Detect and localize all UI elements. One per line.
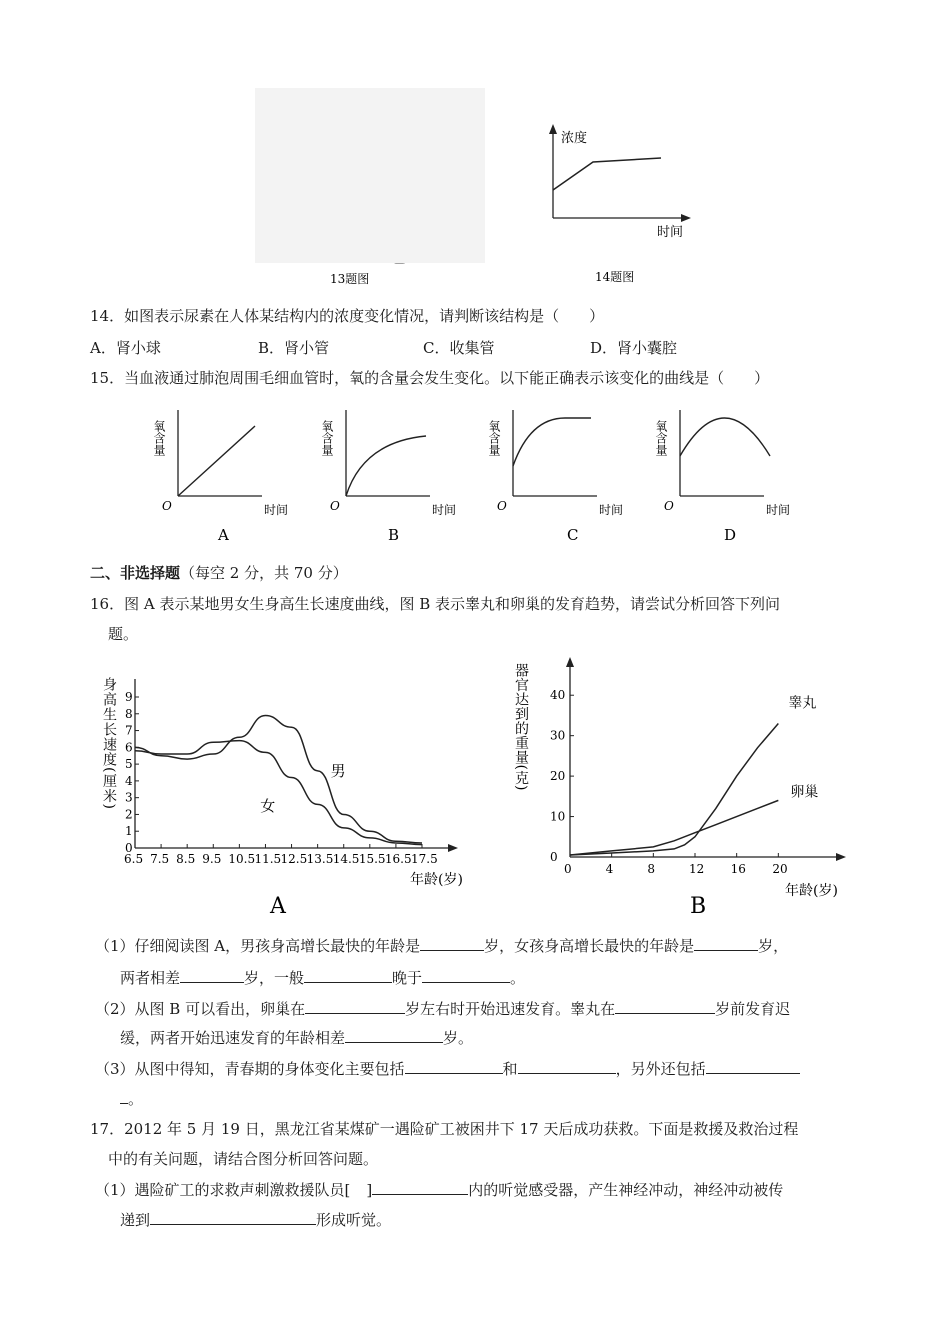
q16-blank-3[interactable] [180, 967, 244, 983]
chart-b-y-tick-label: 30 [550, 728, 566, 743]
chart-a [95, 655, 465, 920]
q15-chart-c [487, 410, 623, 544]
q16-sub3-line1 [95, 1058, 800, 1079]
q17-line1: 17．2012 年 5 月 19 日，黑龙江省某煤矿一遇险矿工被困井下 17 天后成功获救。下面是救援及救治过程 [90, 1120, 799, 1138]
q16-sub2-text-d: 缓，两者开始迅速发育的年龄相差 [120, 1029, 346, 1047]
section-2-heading [90, 563, 348, 583]
q14-option-c: C．收集管 [423, 339, 495, 357]
q15-origin-d: O [664, 499, 674, 513]
q15-ylabel-b: 氧含量 [320, 420, 334, 456]
chart-a-series-label-female: 女 [260, 797, 276, 816]
q16-sub2-text-e: 岁。 [443, 1029, 474, 1047]
q15-chart-b [320, 410, 456, 544]
q16-sub1-text-d: 两者相差 [120, 969, 181, 987]
chart-a-ylabel: 身高生长速度(厘米) [101, 677, 117, 810]
chart-a-x-tick-label: 15.5 [358, 852, 386, 866]
chart-a-y-tick-label: 5 [125, 757, 133, 772]
fig14-xlabel: 时间 [657, 225, 684, 240]
chart-b-xlabel: 年龄(岁) [785, 883, 838, 899]
chart-b-y-arrow [566, 657, 574, 667]
chart-b-series-line-testis [570, 724, 778, 855]
chart-b-series-label-ovary: 卵巢 [790, 784, 819, 801]
fig14-ylabel: 浓度 [561, 131, 588, 146]
q15-origin-a: O [162, 499, 172, 513]
chart-b-series-label-testis: 睾丸 [788, 695, 817, 712]
q15-charts [150, 400, 810, 550]
chart-a-y-tick-label: 2 [125, 807, 133, 822]
q17-blank-2[interactable] [150, 1209, 316, 1225]
chart-a-y-tick-label: 8 [125, 706, 133, 721]
q16-blank-9[interactable] [405, 1058, 503, 1074]
chart-b-title: B [690, 894, 707, 919]
chart-b-series-line-ovary [570, 800, 778, 855]
q15-chart-row [150, 400, 810, 550]
q16-sub1-line1 [95, 935, 788, 956]
chart-a-x-tick-label: 7.5 [150, 852, 170, 866]
q17-sub1-text-c: 内的听觉感受器，产生神经冲动，神经冲动被传 [468, 1181, 784, 1199]
chart-a-x-arrow [448, 844, 458, 852]
q17-sub1-line2 [120, 1209, 391, 1230]
q16-sub1-text-b: 岁，女孩身高增长最快的年龄是 [484, 937, 695, 955]
figure-13 [255, 88, 485, 288]
q16-stem-line2: 题。 [108, 625, 139, 643]
q16-sub1-line2 [120, 967, 525, 988]
q15-curve-d [680, 418, 770, 456]
q16-sub2-text-c: 岁前发育迟 [715, 1000, 791, 1018]
chart-b-y-tick-label: 10 [550, 809, 566, 824]
chart-a-x-tick-label: 6.5 [124, 852, 144, 866]
caption-13: 13题图 [330, 272, 370, 286]
q15-ylabel-c: 氧含量 [487, 420, 501, 456]
q16-sub3-text-b: 和 [502, 1060, 518, 1078]
chart-a-y-tick-label: 7 [125, 723, 133, 738]
q17-sub1-text-d: 递到 [120, 1211, 151, 1229]
chart-b-y-tick-label: 40 [550, 688, 566, 703]
section-2-title: 二、非选择题 [90, 564, 181, 582]
q15-xlabel-b: 时间 [432, 503, 457, 517]
chart-a-x-tick-label: 13.5 [306, 852, 334, 866]
q17-sub1-text-b: ] [366, 1181, 373, 1199]
q15-chart-d [654, 410, 790, 544]
q14-option-b: B．肾小管 [258, 339, 330, 357]
q16-blank-2[interactable] [694, 935, 758, 951]
q15-chart-a [152, 410, 288, 544]
chart-b-x-arrow [836, 853, 846, 861]
q16-sub1-text-g: 。 [510, 969, 526, 987]
q16-blank-8[interactable] [345, 1027, 443, 1043]
chart-b-x-tick-label: 12 [689, 862, 705, 876]
chart-b-ylabel: 器官达到的重量(克) [513, 663, 529, 791]
q15-ylabel-d: 氧含量 [654, 420, 668, 456]
q17-sub1-text-a: （1）遇险矿工的求救声刺激救援队员[ [95, 1181, 351, 1199]
q15-stem: 15．当血液通过肺泡周围毛细血管时，氧的含量会发生变化。以下能正确表示该变化的曲线是（ ） [90, 369, 770, 387]
q16-sub3-text-a: （3）从图中得知，青春期的身体变化主要包括 [95, 1060, 405, 1078]
figure-14 [535, 118, 705, 288]
chart-a-container [95, 655, 465, 920]
q15-ylabel-a: 氧含量 [152, 420, 166, 456]
q16-sub1-text-e: 岁，一般 [244, 969, 305, 987]
q16-sub3-text-d: 。 [128, 1090, 144, 1108]
chart-a-x-tick-label: 17.5 [411, 852, 438, 866]
q16-sub1-text-c: 岁， [758, 937, 789, 955]
q14-stem: 14．如图表示尿素在人体某结构内的浓度变化情况，请判断该结构是（ ） [90, 307, 605, 325]
chart-b-y-tick-label: 20 [550, 769, 566, 784]
q16-blank-7[interactable] [615, 998, 715, 1014]
chart-b [515, 655, 860, 920]
chart-a-y-tick-label: 4 [125, 773, 133, 788]
q16-blank-5[interactable] [422, 967, 510, 983]
figure-14-chart [535, 118, 705, 288]
chart-b-x-tick-label: 4 [605, 862, 614, 876]
q14-option-a: A．肾小球 [90, 339, 161, 357]
q15-curve-c [513, 418, 591, 466]
q15-label-a: A [218, 526, 229, 544]
q15-label-b: B [388, 526, 400, 544]
q16-blank-11[interactable] [706, 1058, 800, 1074]
chart-a-series-line-male [135, 715, 422, 843]
chart-b-x-tick-label: 0 [564, 862, 572, 876]
q16-sub2-line2 [120, 1027, 473, 1048]
q17-blank-1[interactable] [372, 1179, 468, 1195]
q17-line2: 中的有关问题，请结合图分析回答问题。 [108, 1150, 379, 1168]
q15-label-d: D [724, 526, 737, 544]
q16-sub3-text-c: ，另外还包括 [615, 1060, 706, 1078]
q16-blank-6[interactable] [305, 998, 405, 1014]
chart-a-x-tick-label: 10.5 [228, 852, 256, 866]
chart-a-y-tick-label: 0 [125, 841, 133, 855]
section-2-note: （每空 2 分，共 70 分） [180, 564, 348, 582]
chart-b-container [515, 655, 860, 920]
q15-curve-b [346, 436, 426, 496]
q15-xlabel-d: 时间 [766, 503, 791, 517]
q15-curve-a [178, 426, 255, 496]
chart-a-series-line-female [135, 741, 422, 845]
q16-blank-1[interactable] [420, 935, 484, 951]
chart-a-x-tick-label: 12.5 [280, 852, 308, 866]
q15-xlabel-a: 时间 [264, 503, 289, 517]
chart-b-x-tick-label: 20 [772, 862, 788, 876]
chart-a-x-tick-label: 16.5 [384, 852, 412, 866]
q16-sub2-line1 [95, 998, 790, 1019]
chart-a-y-tick-label: 1 [125, 824, 133, 839]
chart-a-x-tick-label: 14.5 [332, 852, 360, 866]
chart-a-title: A [270, 894, 286, 919]
chart-b-x-tick-label: 16 [730, 862, 746, 876]
chart-a-x-tick-label: 9.5 [202, 852, 222, 866]
q15-label-c: C [567, 526, 579, 544]
q15-origin-b: O [330, 499, 340, 513]
q16-sub2-text-a: （2）从图 B 可以看出，卵巢在 [95, 1000, 306, 1018]
q15-xlabel-c: 时间 [599, 503, 624, 517]
q16-sub2-text-b: 岁左右时开始迅速发育。睾丸在 [405, 1000, 616, 1018]
q15-origin-c: O [497, 499, 507, 513]
q16-sub1-text-a: （1）仔细阅读图 A，男孩身高增长最快的年龄是 [95, 937, 421, 955]
q17-sub1-text-e: 形成听觉。 [316, 1211, 392, 1229]
q16-stem-line1: 16．图 A 表示某地男女生身高生长速度曲线，图 B 表示睾丸和卵巢的发育趋势，请尝试分析回答下列问 [90, 595, 781, 613]
q16-blank-4[interactable] [304, 967, 392, 983]
chart-a-xlabel: 年龄(岁) [410, 872, 463, 888]
chart-b-x-tick-label: 8 [647, 862, 655, 876]
chart-a-series-label-male: 男 [330, 761, 346, 780]
q16-blank-10[interactable] [518, 1058, 616, 1074]
chart-a-y-tick-label: 6 [125, 740, 133, 755]
figure-background [255, 88, 485, 263]
chart-a-y-tick-label: 3 [125, 790, 133, 805]
chart-a-y-tick-label: 9 [125, 690, 133, 704]
q16-blank-11-cont[interactable] [120, 1088, 128, 1104]
chart-a-x-tick-label: 8.5 [176, 852, 196, 866]
q17-sub1-line1 [95, 1179, 783, 1200]
q16-sub3-line2 [120, 1088, 143, 1109]
chart-a-x-tick-label: 11.5 [254, 852, 282, 866]
q14-option-d: D．肾小囊腔 [590, 339, 678, 357]
q16-sub1-text-f: 晚于 [392, 969, 423, 987]
chart-b-y-tick-label: 0 [550, 850, 558, 864]
caption-14: 14题图 [595, 270, 635, 284]
